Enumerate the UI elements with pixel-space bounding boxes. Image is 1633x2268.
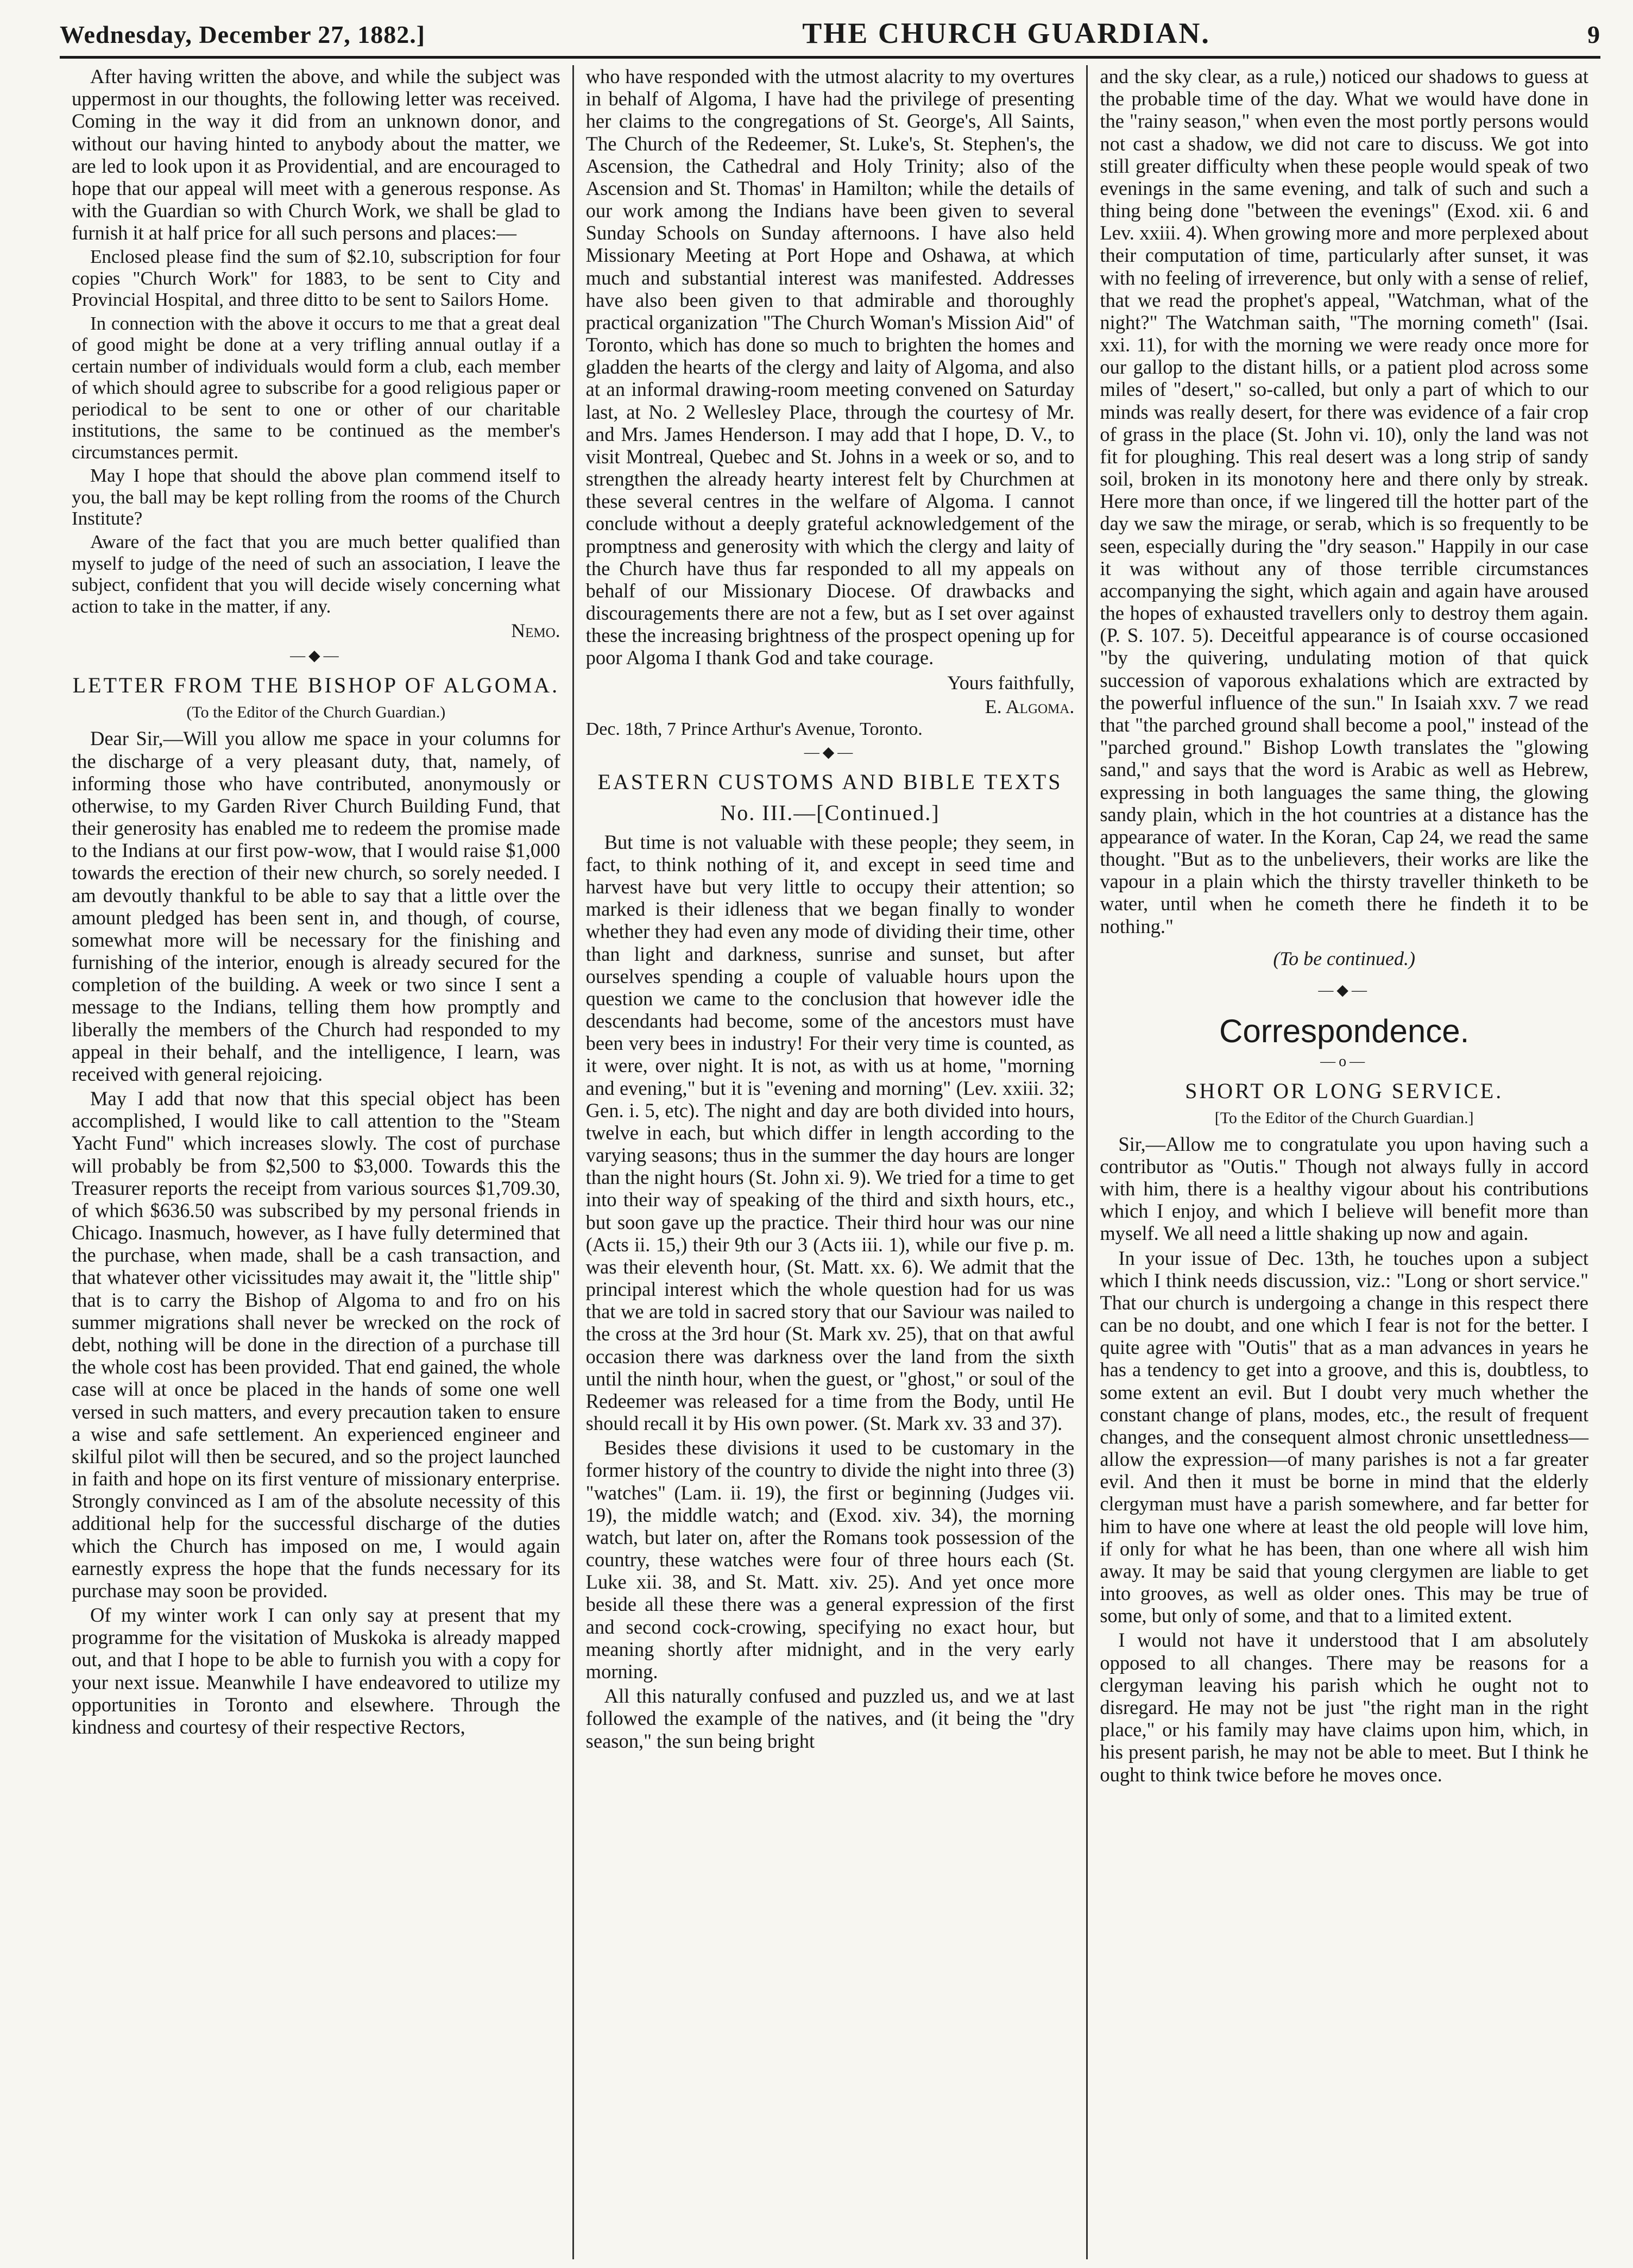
separator-ornament: —◆— xyxy=(1318,981,1370,999)
separator-ornament: —◆— xyxy=(290,647,342,665)
letter-paragraph: Aware of the fact that you are much better qualified than myself to judge of the need of such an association, I leave the subject, confident that you will decide wisely concerning what action to take in the matter, if any. xyxy=(72,531,560,617)
section-heading: Correspondence. xyxy=(1219,1012,1470,1049)
letter-closing: Yours faithfully, xyxy=(947,671,1075,694)
article-heading: SHORT OR LONG SERVICE. xyxy=(1185,1078,1504,1103)
paragraph: I would not have it understood that I am absolutely opposed to all changes. There may be reasons for a clergyman leaving his parish which he ought not to disregard. He may not be just "the right man in the right place," or his family may have claims upon him, which, in his present parish, he may not be able to meet. But I think he ought to think twice before he moves once. xyxy=(1100,1629,1589,1786)
letter-signature: Nemo. xyxy=(511,620,560,642)
letter-dateline: Dec. 18th, 7 Prince Arthur's Avenue, Toronto. xyxy=(585,719,923,739)
header-date: Wednesday, December 27, 1882.] xyxy=(60,21,426,48)
paragraph: In your issue of Dec. 13th, he touches upon a subject which I think needs discussion, viz.: "Long or short service." That our church is undergoing a change in this respect there can be no doubt, and one which I fear is not for the better. I quite agree with "Outis" that as a man advances in years he has a tendency to get into a groove, and this is, doubtless, to some extent an evil. But I doubt very much whether the constant change of plans, modes, etc., the result of frequent changes, and the consequent almost chronic unsettledness—allow the expression—of many parishes is not a far greater evil. And then it must be borne in mind that the elderly clergyman must have a parish somewhere, and far better for him to have one where at least the old people will love him, if only for what he has been, than one where all wish him away. It may be said that young clergymen are liable to get into grooves, as well as older ones. This may be true of some, but only of some, and that to a limited extent. xyxy=(1100,1246,1589,1627)
letter-paragraph: In connection with the above it occurs to me that a great deal of good might be done at a very trifling annual outlay if a certain number of individuals would form a club, each member of which should agree to subscribe for a good religious paper or periodical to be sent to one or other of our charitable institutions, the same to be continued as the member's circumstances permit. xyxy=(72,312,560,463)
page-number: 9 xyxy=(1587,21,1600,48)
reader-letter xyxy=(72,246,560,642)
paragraph: Besides these divisions it used to be customary in the former history of the country to divide the night into three (3) "watches" (Lam. ii. 19), the first or beginning (Judges vii. 19), the middle watch; and (Exod. xiv. 34), the morning watch, but later on, after the Romans took possession of the country, these watches were four of three hours each (St. Luke xii. 38, and St. Matt. xiv. 25). And yet once more beside all these there was a general expression of the first and second cock-crowing, specifying no exact hour, but meaning shortly after midnight, and in the very early morning. xyxy=(585,1437,1075,1683)
article-heading: LETTER FROM THE BISHOP OF ALGOMA. xyxy=(72,673,560,698)
article-heading: EASTERN CUSTOMS AND BIBLE TEXTS xyxy=(597,769,1063,794)
article-subheading: No. III.—[Continued.] xyxy=(720,800,940,825)
paragraph: May I add that now that this special object has been accomplished, I would like to call attention to the "Steam Yacht Fund" which increases slowly. The cost of purchase will probably be from $2,500 to $3,000. Towards this the Treasurer reports the receipt from various sources $1,709.30, of which $636.50 was subscribed by my personal friends in Chicago. Inasmuch, however, as I have fully determined that the purchase, when made, shall be a cash transaction, and that whatever other vicissitudes may await it, the "little ship" that is to carry the Bishop of Algoma to and fro on his summer migrations shall never be wrecked on the rock of debt, nothing will be done in the direction of a purchase till the whole cost has been provided. That end gained, the whole case will at once be placed in the hands of some one well versed in such matters, and every precaution taken to ensure a wise and safe settlement. An experienced engineer and skilful pilot will then be secured, and so the project launched in faith and hope on its first venture of missionary enterprise. Strongly convinced as I am of the absolute necessity of this additional help for the successful discharge of the duties which the Church has imposed on me, I would again earnestly express the hope that the funds necessary for its purchase may soon be provided. xyxy=(72,1087,560,1602)
editor-note: (To the Editor of the Church Guardian.) xyxy=(186,703,446,722)
separator-ornament: —◆— xyxy=(804,744,856,761)
paragraph: Dear Sir,—Will you allow me space in your columns for the discharge of a very pleasant duty, that, namely, of informing those who have contributed, anonymously or otherwise, to my Garden River Church Building Fund, that their generosity has enabled me to redeem the promise made to the Indians at our first pow-wow, that I would raise $1,000 towards the erection of their new church, so sorely needed. I am devoutly thankful to be able to say that a little over the amount pledged has been sent in, and though, of course, somewhat more will be necessary for the finishing and furnishing of the interior, enough is already secured for the completion of the building. A week or two since I sent a message to the Indians, telling them how promptly and liberally the members of the Church had responded to my appeal in their behalf, and the intelligence, I learn, was received with general rejoicing. xyxy=(72,727,560,1085)
paragraph: Of my winter work I can only say at present that my programme for the visitation of Muskoka is already mapped out, and that I hope to be able to furnish you with a copy for your next issue. Meanwhile I have endeavored to utilize my opportunities in Toronto and elsewhere. Through the kindness and courtesy of their respective Rectors, xyxy=(72,1604,560,1738)
paragraph: After having written the above, and while the subject was uppermost in our thoughts, the following letter was received. Coming in the way it did from an unknown donor, and without our having hinted to anybody about the matter, we are led to look upon it as Providential, and are encouraged to hope that our appeal will meet with a generous response. As with the Guardian so with Church Work, we shall be glad to furnish it at half price for all such persons and places:— xyxy=(72,65,560,244)
column-1 xyxy=(60,65,572,2259)
newspaper-title: THE CHURCH GUARDIAN. xyxy=(802,17,1210,49)
letter-signature: E. Algoma. xyxy=(985,695,1075,717)
letter-paragraph: Enclosed please find the sum of $2.10, subscription for four copies "Church Work" for 1883, to be sent to City and Provincial Hospital, and three ditto to be sent to Sailors Home. xyxy=(72,246,560,311)
page-header xyxy=(60,16,1600,59)
paragraph: But time is not valuable with these people; they seem, in fact, to think nothing of it, and except in seed time and harvest have but very little to occupy their attention; so marked is their idleness that we began finally to wonder whether they had even any mode of dividing their time, other than light and darkness, sunrise and sunset, but after ourselves spending a couple of valuable hours upon the question we came to the conclusion that however idle the descendants had become, some of the ancestors must have been very bees in industry! For their very time is counted, as it were, over night. It is not, as with us at home, "morning and evening," but it is "evening and morning" (Lev. xxiii. 32; Gen. i. 5, etc). The night and day are both divided into hours, twelve in each, but which differ in length according to the varying seasons; thus in the summer the day hours are longer than the night hours (St. John xi. 9). We tried for a time to get into their way of speaking of the third and sixth hours, etc., but soon gave up the practice. Their third hour was our nine (Acts ii. 15,) their 9th our 3 (Acts iii. 1), while our five p. m. was their eleventh hour, (St. Matt. xx. 6). We admit that the principal interest which the whole question had for us was that we are told in sacred story that our Saviour was nailed to the cross at the 3rd hour (St. Mark xv. 25), that on that awful occasion there was darkness over the land from the sixth until the ninth hour, when the guest, or "ghost," or soul of the Redeemer was released for a time from the Body, until He should recall it by His own power. (St. Mark xv. 33 and 37). xyxy=(585,830,1075,1435)
columns xyxy=(60,65,1600,2259)
letter-paragraph: May I hope that should the above plan commend itself to you, the ball may be kept rolling from the rooms of the Church Institute? xyxy=(72,465,560,529)
paragraph: Sir,—Allow me to congratulate you upon having such a contributor as "Outis." Though not always fully in accord with him, there is a healthy vigour about his contributions which I enjoy, and which I believe will benefit more than myself. We all need a little shaking up now and again. xyxy=(1100,1132,1589,1245)
editor-note: [To the Editor of the Church Guardian.] xyxy=(1214,1108,1474,1127)
paragraph: and the sky clear, as a rule,) noticed our shadows to guess at the probable time of the day. What we would have done in the "rainy season," when even the most portly persons would not cast a shadow, we did not care to discuss. We got into still greater difficulty when these people would speak of two evenings in the same evening, and talk of such and such a thing being done "between the evenings" (Exod. xii. 6 and Lev. xxiii. 4). When growing more and more perplexed about their computation of time, particularly after sunset, it was with no feeling of irreverence, but only with a sense of relief, that we read the prophet's appeal, "Watchman, what of the night?" The Watchman saith, "The morning cometh" (Isai. xxi. 11), for with the morning we were ready once more for our gallop to the distant hills, or a patient plod across some miles of "desert," so-called, but only a part of which to our minds was really desert, for there was evidence of a fair crop of grass in the place (St. John vi. 10), only the land was not fit for ploughing. This real desert was a long strip of sandy soil, broken in its monotony here and there only by streak. Here more than once, if we lingered till the hotter part of the day we saw the mirage, or serab, which is so frequently to be seen, especially during the "dry season." Happily in our case it was without any of those terrible circumstances accompanying the sight, which again and again have aroused the hopes of exhausted travellers only to destroy them again. (P. S. 107. 5). Deceitful appearance is of course occasioned "by the quivering, undulating motion of that quick succession of vaporous exhalations which are extracted by the powerful influence of the sun." In Isaiah xxv. 7 we read that "the parched ground shall become a pool," instead of the "parched ground." Bishop Lowth translates the "glowing sand," and says that the word is Arabic as well as Hebrew, expressing in both languages the same thing, the glowing sandy plain, which in the hot countries at a distance has the appearance of water. In the Koran, Cap 24, we read the same thought. "But as to the unbelievers, their works are like the vapour in a plain which the thirsty traveller thinketh to be water, until when he cometh there he findeth it to be nothing." xyxy=(1100,65,1589,937)
separator-ornament: —o— xyxy=(1320,1053,1369,1070)
to-be-continued: (To be continued.) xyxy=(1273,947,1415,969)
column-3 xyxy=(1086,65,1600,2259)
paragraph: who have responded with the utmost alacrity to my overtures in behalf of Algoma, I have had the privilege of presenting her claims to the congregations of St. George's, All Saints, The Church of the Redeemer, St. Luke's, St. Stephen's, the Ascension, the Cathedral and Holy Trinity; also of the Ascension and St. Thomas' in Hamilton; while the details of our work among the Indians have been given to several Sunday Schools on Sunday afternoons. I have also held Missionary Meeting at Port Hope and Oshawa, at which much and substantial interest was manifested. Addresses have also been given to that admirable and thoroughly practical organization "The Church Woman's Mission Aid" of Toronto, which has done so much to brighten the homes and gladden the hearts of the clergy and laity of Algoma, and also at an informal drawing-room meeting convened on Saturday last, at No. 2 Wellesley Place, through the courtesy of Mr. and Mrs. James Henderson. I may add that I hope, D. V., to visit Montreal, Quebec and St. Johns in a week or so, and to strengthen the already hearty interest felt by Churchmen at these several centres in the welfare of Algoma. I cannot conclude without a deeply grateful acknowledgement of the promptness and generosity with which the clergy and laity of the Church have thus far responded to all my appeals on behalf of our Missionary Diocese. Of drawbacks and discouragements there are not a few, but as I set over against these the increasing brightness of the prospect opening up for poor Algoma I thank God and take courage. xyxy=(585,65,1075,669)
paragraph: All this naturally confused and puzzled us, and we at last followed the example of the natives, and (it being the "dry season," the sun being bright xyxy=(585,1685,1075,1752)
column-2 xyxy=(572,65,1087,2259)
